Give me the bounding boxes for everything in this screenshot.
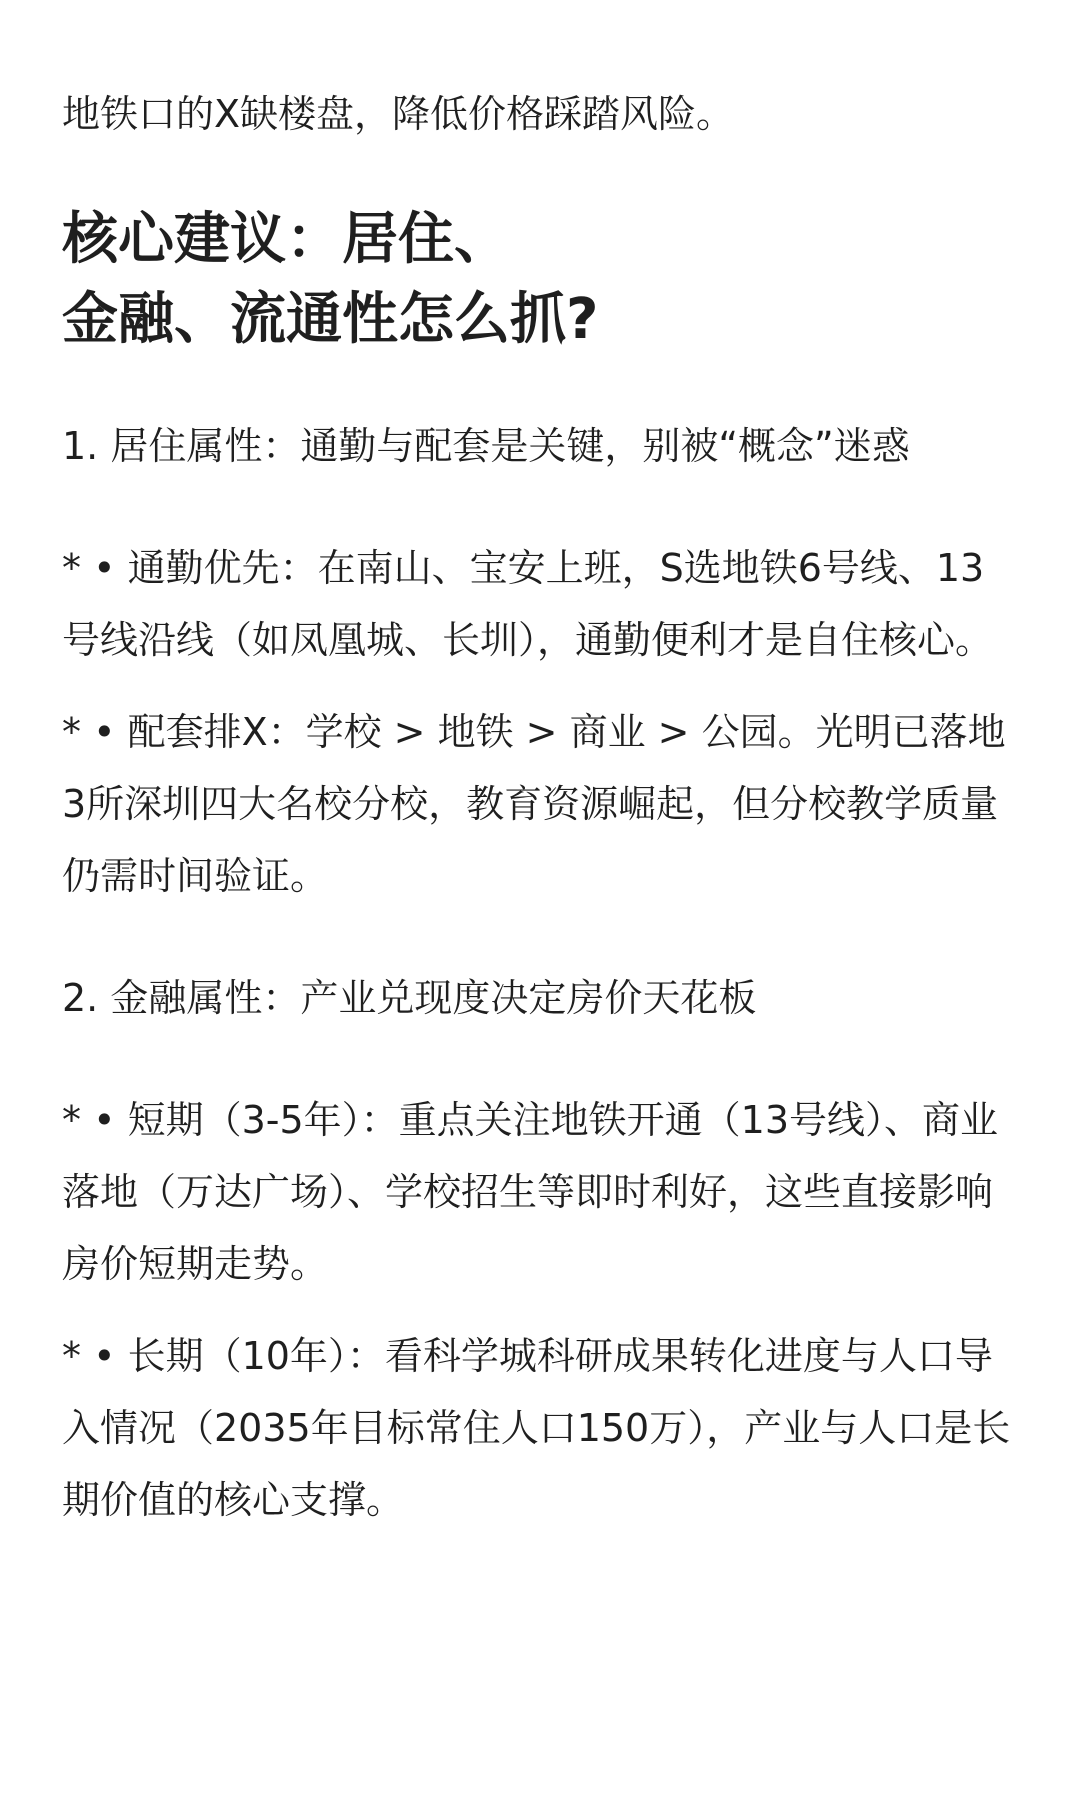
bullet-commute: * • 通勤优先：在南山、宝安上班，S选地铁6号线、13号线沿线（如凤凰城、长圳），通勤便利才是自住核心。 xyxy=(62,546,994,662)
section-title-residential: 1. 居住属性：通勤与配套是关键，别被“概念”迷惑 xyxy=(62,424,910,468)
section-heading xyxy=(62,200,1018,360)
bullet-long-term: * • 长期（10年）：看科学城科研成果转化进度与人口导入情况（2035年目标常住人口150万），产业与人口是长期价值的核心支撑。 xyxy=(62,1334,1011,1522)
heading-line-2: 金融、流通性怎么抓? xyxy=(62,287,599,352)
intro-paragraph: 地铁口的X缺楼盘，降低价格踩踏风险。 xyxy=(62,92,735,136)
bullet-short-term: * • 短期（3-5年）：重点关注地铁开通（13号线）、商业落地（万达广场）、学校招生等即时利好，这些直接影响房价短期走势。 xyxy=(62,1098,998,1286)
section-title-financial: 2. 金融属性：产业兑现度决定房价天花板 xyxy=(62,976,757,1020)
heading-line-1: 核心建议：居住、 xyxy=(62,207,510,272)
bullet-amenities: * • 配套排X：学校 > 地铁 > 商业 > 公园。光明已落地3所深圳四大名校分校，教育资源崛起，但分校教学质量仍需时间验证。 xyxy=(62,710,1006,898)
